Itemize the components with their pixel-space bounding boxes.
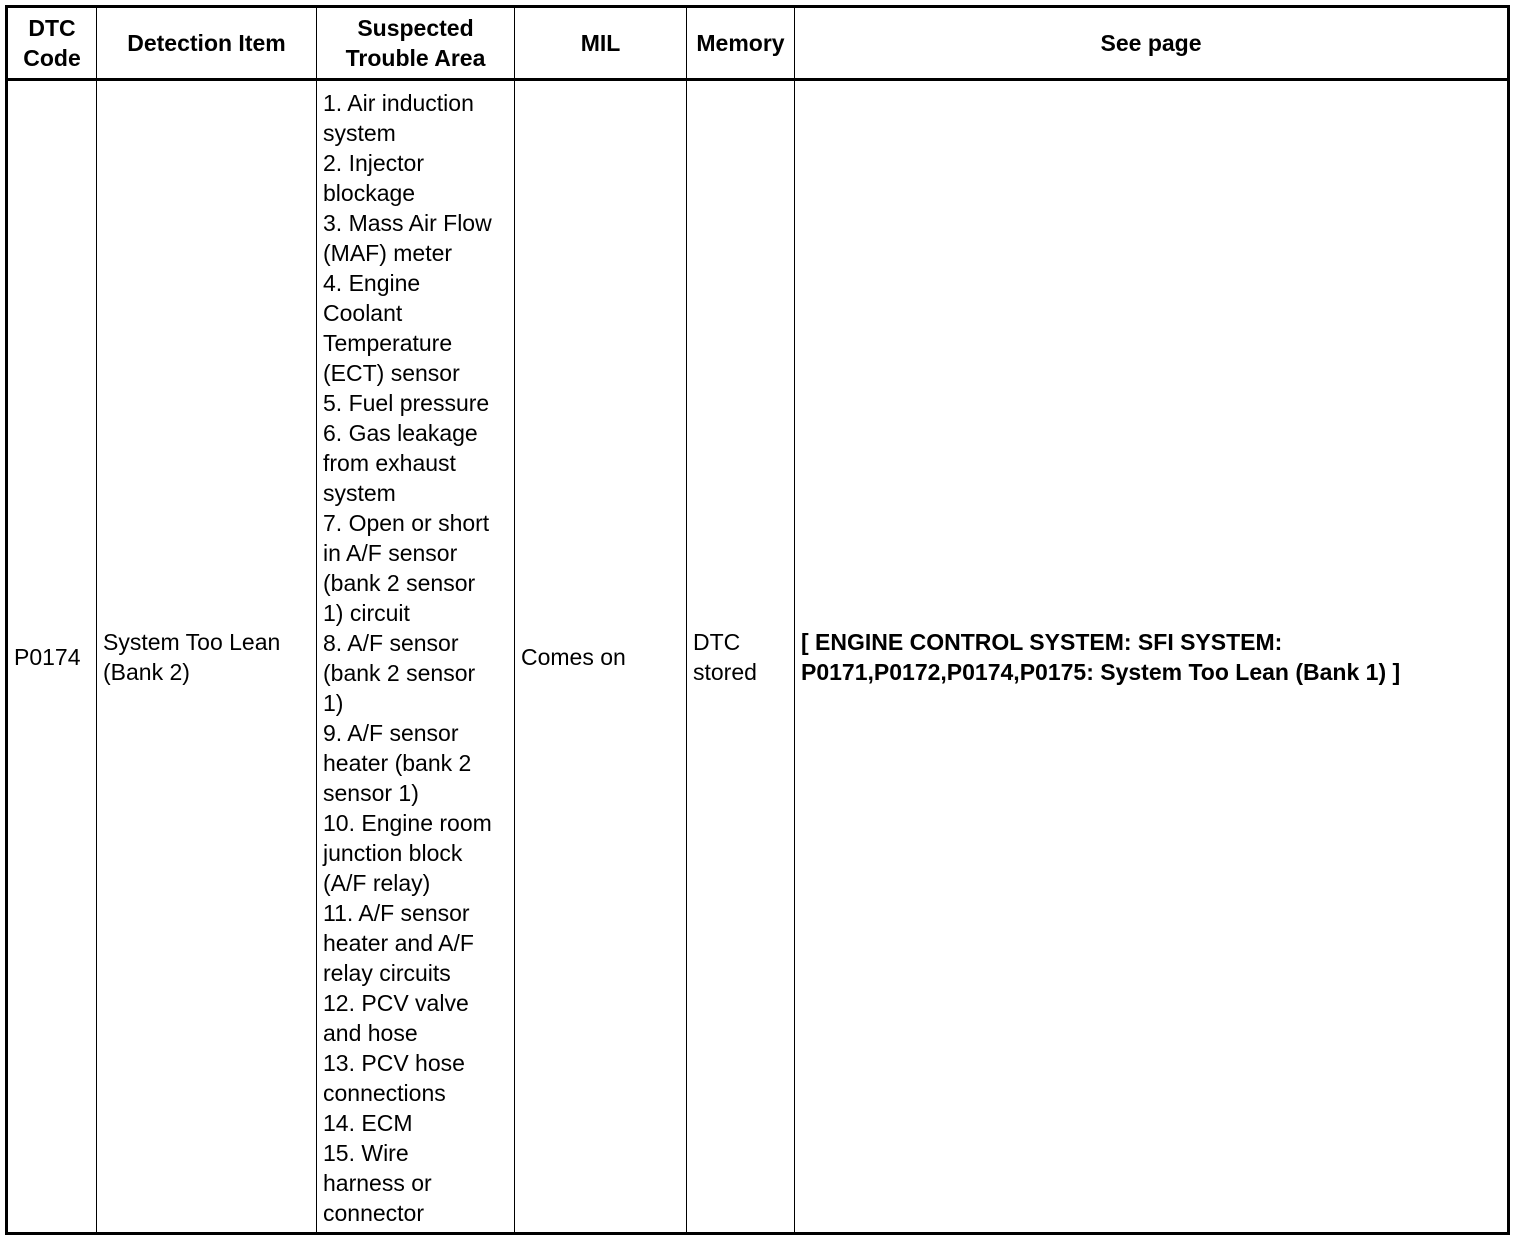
trouble-area-line: 11. A/F sensor	[323, 900, 470, 926]
header-suspected-area-line: Trouble Area	[345, 45, 486, 71]
trouble-area-line: and hose	[323, 1020, 418, 1046]
trouble-area-line: 10. Engine room	[323, 810, 492, 836]
cell-see-page[interactable]	[795, 80, 1509, 1234]
trouble-area-list	[323, 88, 510, 1228]
trouble-area-line: 7. Open or short	[323, 510, 490, 536]
trouble-area-line: connector	[323, 1200, 425, 1226]
trouble-area-line: 1. Air induction	[323, 90, 474, 116]
memory-line: stored	[693, 658, 757, 685]
trouble-area-line: 4. Engine	[323, 270, 421, 296]
trouble-area-line: Coolant	[323, 300, 403, 326]
trouble-area-line: (bank 2 sensor	[323, 660, 476, 686]
trouble-area-line: (MAF) meter	[323, 240, 453, 266]
table-body	[7, 80, 1509, 1234]
trouble-area-line: (A/F relay)	[323, 870, 431, 896]
trouble-area-line: 12. PCV valve	[323, 990, 469, 1016]
trouble-area-line: 15. Wire	[323, 1140, 409, 1166]
header-row	[7, 7, 1509, 80]
memory-line: DTC	[693, 628, 741, 655]
trouble-area-line: in A/F sensor	[323, 540, 458, 566]
cell-memory	[687, 80, 795, 1234]
detection-item-line: System Too Lean	[103, 628, 281, 655]
trouble-area-line: 5. Fuel pressure	[323, 390, 490, 416]
trouble-area-line: system	[323, 120, 396, 146]
trouble-area-line: 1) circuit	[323, 600, 410, 626]
header-memory: Memory	[687, 7, 795, 80]
header-dtc-code-line: DTC	[28, 15, 76, 41]
trouble-area-line: from exhaust	[323, 450, 456, 476]
dtc-table	[5, 5, 1510, 1235]
cell-detection-item	[97, 80, 317, 1234]
header-see-page: See page	[795, 7, 1509, 80]
trouble-area-line: (bank 2 sensor	[323, 570, 476, 596]
trouble-area-line: blockage	[323, 180, 416, 206]
trouble-area-line: system	[323, 480, 396, 506]
header-suspected-area	[317, 7, 515, 80]
trouble-area-line: harness or	[323, 1170, 432, 1196]
see-page-link-line[interactable]: [ ENGINE CONTROL SYSTEM: SFI SYSTEM:	[801, 628, 1283, 655]
header-detection-item: Detection Item	[97, 7, 317, 80]
trouble-area-line: heater (bank 2	[323, 750, 472, 776]
trouble-area-line: 1)	[323, 690, 344, 716]
trouble-area-line: 3. Mass Air Flow	[323, 210, 492, 236]
header-suspected-area-line: Suspected	[357, 15, 474, 41]
trouble-area-line: Temperature	[323, 330, 453, 356]
trouble-area-line: heater and A/F	[323, 930, 474, 956]
trouble-area-line: 13. PCV hose	[323, 1050, 465, 1076]
see-page-link-line[interactable]: P0171,P0172,P0174,P0175: System Too Lean (Bank 1) ]	[801, 658, 1401, 685]
cell-mil: Comes on	[515, 80, 687, 1234]
header-dtc-code	[7, 7, 97, 80]
trouble-area-line: relay circuits	[323, 960, 451, 986]
header-mil: MIL	[515, 7, 687, 80]
table-row	[7, 80, 1509, 1234]
cell-dtc-code: P0174	[7, 80, 97, 1234]
cell-suspected-area	[317, 80, 515, 1234]
trouble-area-line: 8. A/F sensor	[323, 630, 459, 656]
table-header	[7, 7, 1509, 80]
detection-item-line: (Bank 2)	[103, 658, 190, 685]
trouble-area-line: 14. ECM	[323, 1110, 413, 1136]
trouble-area-line: 2. Injector	[323, 150, 424, 176]
trouble-area-line: junction block	[323, 840, 463, 866]
trouble-area-line: 9. A/F sensor	[323, 720, 459, 746]
header-dtc-code-line: Code	[23, 45, 81, 71]
trouble-area-line: 6. Gas leakage	[323, 420, 478, 446]
trouble-area-line: sensor 1)	[323, 780, 419, 806]
trouble-area-line: (ECT) sensor	[323, 360, 460, 386]
trouble-area-line: connections	[323, 1080, 446, 1106]
